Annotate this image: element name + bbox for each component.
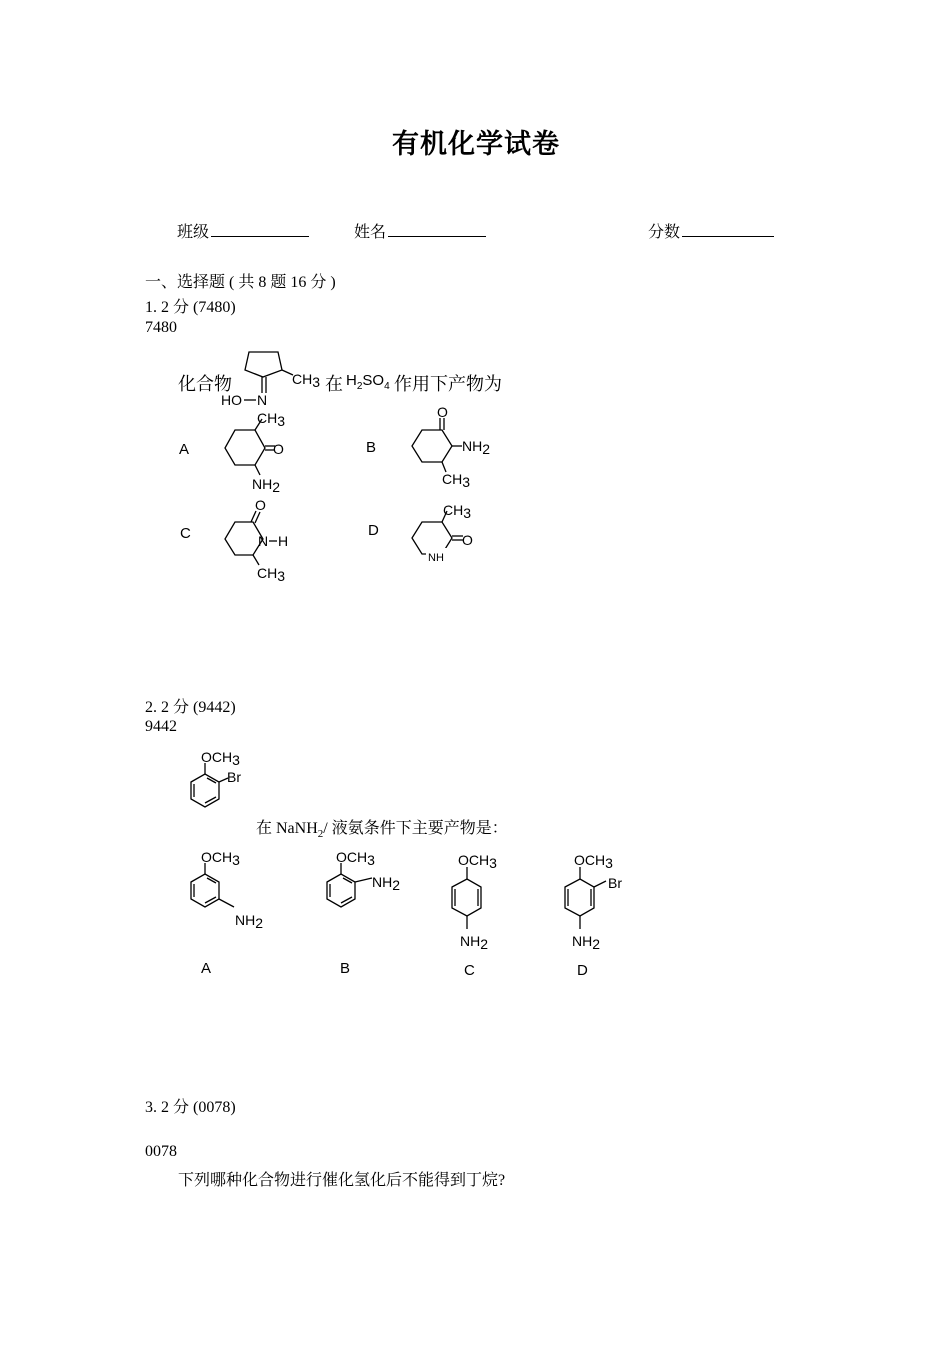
q1-stem-suffix: 作用下产物为 bbox=[394, 374, 502, 394]
ch3-label: CH3 bbox=[257, 410, 286, 429]
class-field bbox=[177, 219, 309, 242]
page-title: 有机化学试卷 bbox=[392, 129, 560, 159]
score-blank[interactable] bbox=[682, 220, 774, 237]
class-label: 班级 bbox=[177, 224, 210, 241]
reagent-so: SO bbox=[362, 372, 385, 389]
n-label: N bbox=[257, 392, 268, 408]
ring bbox=[225, 430, 265, 465]
ch3-label: CH3 bbox=[442, 471, 471, 490]
q2-code: 9442 bbox=[145, 718, 177, 735]
o-label: O bbox=[273, 441, 284, 457]
q2-option-d-label[interactable]: D bbox=[577, 962, 588, 979]
n-label: N bbox=[258, 533, 269, 549]
benzene-ring bbox=[452, 879, 481, 916]
aromatic-bond-3 bbox=[207, 778, 216, 783]
name-label: 姓名 bbox=[354, 224, 387, 241]
reagent-h: H bbox=[346, 372, 357, 389]
amine-bond bbox=[355, 878, 372, 882]
q1-stem-prefix: 化合物 bbox=[178, 374, 232, 394]
q2-option-a-structure[interactable] bbox=[180, 845, 290, 935]
q1-option-c-structure[interactable] bbox=[215, 493, 325, 588]
q2-option-c-label[interactable]: C bbox=[464, 962, 475, 979]
q2-option-b-label[interactable]: B bbox=[340, 960, 351, 977]
q2-option-c-structure[interactable] bbox=[443, 845, 533, 955]
section-heading: 一、选择题 ( 共 8 题 16 分 ) bbox=[145, 274, 336, 291]
q1-option-b-label[interactable]: B bbox=[366, 439, 377, 456]
o-label: O bbox=[255, 497, 266, 513]
reagent-sub2: 2 bbox=[356, 381, 363, 392]
q2-header: 2. 2 分 (9442) bbox=[145, 699, 236, 716]
cyclopentane-ring bbox=[245, 352, 282, 377]
br-label: Br bbox=[227, 769, 241, 785]
ho-label: HO bbox=[221, 392, 242, 408]
name-blank[interactable] bbox=[388, 220, 486, 237]
nh2-label: NH2 bbox=[572, 933, 601, 952]
class-blank[interactable] bbox=[211, 220, 309, 237]
h-label: H bbox=[278, 533, 289, 549]
benzene-ring bbox=[191, 774, 219, 807]
amine-bond bbox=[219, 899, 234, 907]
br-label: Br bbox=[608, 875, 622, 891]
och3-label: OCH3 bbox=[336, 849, 375, 868]
q1-reagent bbox=[346, 372, 390, 392]
nh2-label: NH2 bbox=[252, 476, 281, 495]
amine-bond bbox=[255, 465, 260, 475]
q2-stem-post: / 液氨条件下主要产物是： bbox=[323, 820, 508, 837]
och3-label: OCH3 bbox=[458, 852, 497, 871]
och3-label: OCH3 bbox=[201, 749, 240, 768]
score-label: 分数 bbox=[648, 224, 681, 241]
ring bbox=[412, 430, 452, 462]
nh2-label: NH2 bbox=[460, 933, 489, 952]
q1-option-d-structure[interactable] bbox=[400, 497, 510, 572]
methyl-bond bbox=[253, 555, 259, 565]
ch3-label: CH3 bbox=[257, 565, 286, 584]
ch3-label: CH3 bbox=[292, 371, 321, 390]
q2-reactant-structure bbox=[180, 745, 270, 820]
q3-header: 3. 2 分 (0078) bbox=[145, 1099, 236, 1116]
q1-option-d-label[interactable]: D bbox=[368, 522, 379, 539]
q1-option-c-label[interactable]: C bbox=[180, 525, 191, 542]
q1-code: 7480 bbox=[145, 319, 177, 336]
q1-option-a-structure[interactable] bbox=[210, 405, 310, 495]
q2-stem-pre: 在 NaNH bbox=[256, 820, 318, 837]
q3-code: 0078 bbox=[145, 1143, 177, 1160]
q1-stem-mid: 在 bbox=[325, 374, 343, 394]
q1-option-b-structure[interactable] bbox=[400, 400, 510, 490]
bromo-bond bbox=[594, 881, 606, 887]
q2-stem-sub: 2 bbox=[317, 828, 324, 841]
q3-stem: 下列哪种化合物进行催化氢化后不能得到丁烷? bbox=[178, 1172, 506, 1189]
aromatic-bond-3 bbox=[207, 878, 216, 883]
q1-option-a-label[interactable]: A bbox=[179, 441, 190, 458]
q2-stem bbox=[256, 815, 508, 840]
och3-label: OCH3 bbox=[574, 852, 613, 871]
q1-header: 1. 2 分 (7480) bbox=[145, 299, 236, 316]
nh-label: NH bbox=[428, 552, 444, 564]
benzene-ring bbox=[565, 879, 594, 916]
q2-option-d-structure[interactable] bbox=[556, 845, 656, 955]
q2-option-a-label[interactable]: A bbox=[201, 960, 212, 977]
co-bond-2 bbox=[255, 512, 260, 523]
nh2-label: NH2 bbox=[462, 438, 491, 457]
o-label: O bbox=[462, 532, 473, 548]
benzene-ring bbox=[191, 874, 219, 907]
reagent-sub4: 4 bbox=[384, 381, 390, 392]
och3-label: OCH3 bbox=[201, 849, 240, 868]
nh2-label: NH2 bbox=[235, 912, 264, 931]
benzene-ring bbox=[327, 874, 355, 907]
name-field bbox=[354, 219, 486, 242]
aromatic-bond-3 bbox=[343, 878, 352, 883]
q2-option-b-structure[interactable] bbox=[316, 845, 426, 935]
score-field bbox=[648, 219, 774, 242]
o-label: O bbox=[437, 404, 448, 420]
ch3-label: CH3 bbox=[443, 502, 472, 521]
nh2-label: NH2 bbox=[372, 874, 401, 893]
